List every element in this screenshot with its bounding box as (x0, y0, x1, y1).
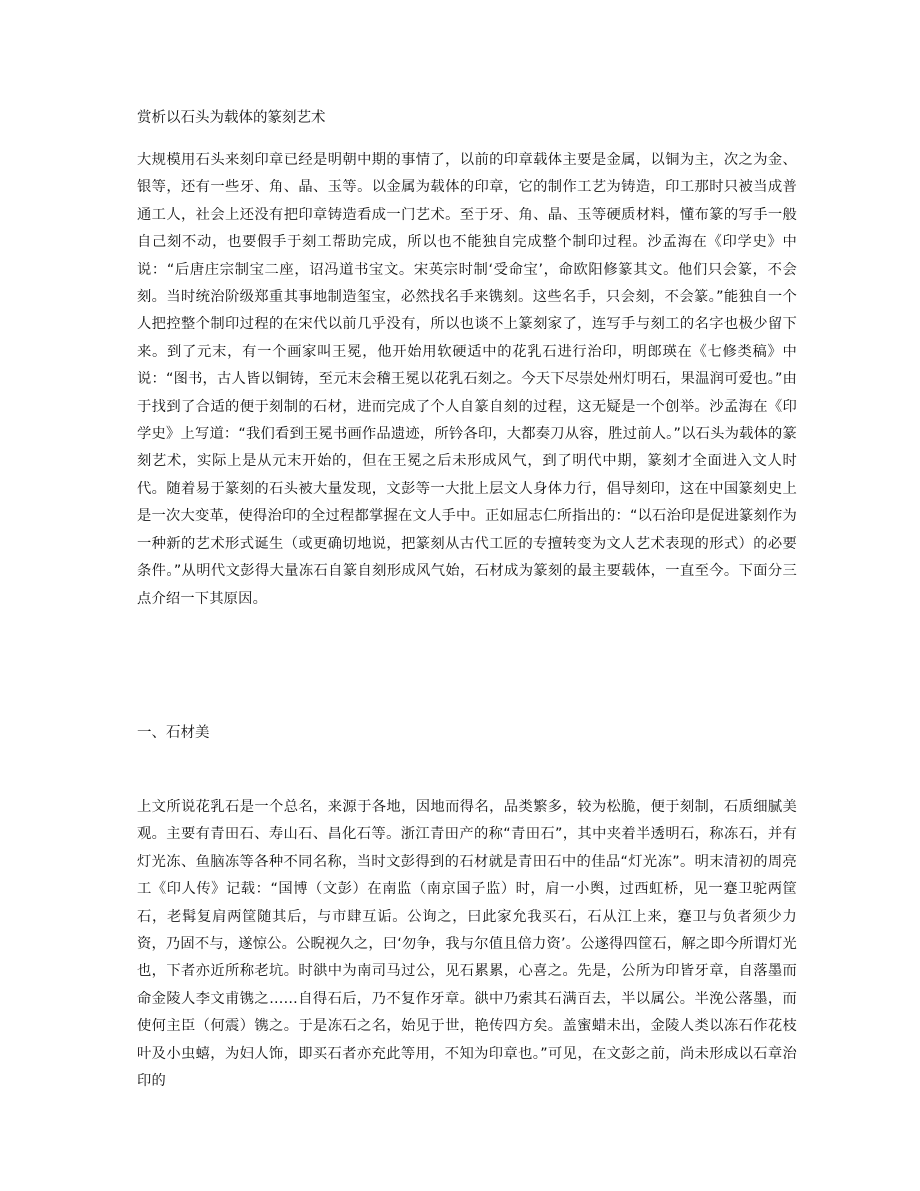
section-paragraph: 上文所说花乳石是一个总名，来源于各地，因地而得名，品类繁多，较为松脆，便于刻制，石质细腻美观。主要有青田石、寿山石、昌化石等。浙江青田产的称“青田石”，其中夹着半透明石，称冻石，并有灯光冻、鱼脑冻等各种不同名称，当时文彭得到的石材就是青田石中的佳品“灯光冻”。明末清初的周亮工《印人传》记载：“国博（文彭）在南监（南京国子监）时，肩一小舆，过西虹桥，见一蹇卫驼两筐石，老髯复肩两筐随其后，与市肆互诟。公询之，曰此家允我买石，石从江上来，蹇卫与负者须少力资，乃固不与，遂惊公。公睨视久之，曰‘勿争，我与尔值且倍力资’。公遂得四筐石，解之即今所谓灯光也，下者亦近所称老坑。时谼中为南司马过公，见石累累，心喜之。先是，公所为印皆牙章，自落墨而命金陵人李文甫镌之……自得石后，乃不复作牙章。谼中乃索其石满百去，半以属公。半浼公落墨，而使何主臣（何震）镌之。于是冻石之名，始见于世，艳传四方矣。盖蜜蜡未出，金陵人类以冻石作花枝叶及小虫蟢，为妇人饰，即买石者亦充此等用，不知为印章也。”可见，在文彭之前，尚未形成以石章治印的 (137, 799, 797, 1090)
section-heading: 一、石材美 (137, 725, 210, 741)
intro-paragraph: 大规模用石头来刻印章已经是明朝中期的事情了，以前的印章载体主要是金属，以铜为主，次之为金、银等，还有一些牙、角、晶、玉等。以金属为载体的印章，它的制作工艺为铸造，印工那时只被当成普通工人，社会上还没有把印章铸造看成一门艺术。至于牙、角、晶、玉等硬质材料，懂布篆的写手一般自己刻不动，也要假手于刻工帮助完成，所以也不能独自完成整个制印过程。沙孟海在《印学史》中说：“后唐庄宗制宝二座，诏冯道书宝文。宋英宗时制‘受命宝’，命欧阳修篆其文。他们只会篆，不会刻。当时统治阶级郑重其事地制造玺宝，必然找名手来镌刻。这些名手，只会刻，不会篆。”能独自一个人把控整个制印过程的在宋代以前几乎没有，所以也谈不上篆刻家了，连写手与刻工的名字也极少留下来。到了元末，有一个画家叫王冕，他开始用软硬适中的花乳石进行治印，明郎瑛在《七修类稿》中说：“图书，古人皆以铜铸，至元末会稽王冕以花乳石刻之。今天下尽崇处州灯明石，果温润可爱也。”由于找到了合适的便于刻制的石材，进而完成了个人自篆自刻的过程，这无疑是一个创举。沙孟海在《印学史》上写道：“我们看到王冕书画作品遗迹，所钤各印，大都奏刀从容，胜过前人。”以石头为载体的篆刻艺术，实际上是从元末开始的，但在王冕之后未形成风气，到了明代中期，篆刻才全面进入文人时代。随着易于篆刻的石头被大量发现，文彭等一大批上层文人身体力行，倡导刻印，这在中国篆刻史上是一次大变革，使得治印的全过程都掌握在文人手中。正如屈志仁所指出的：“以石治印是促进篆刻作为一种新的艺术形式诞生（或更确切地说，把篆刻从古代工匠的专擅转变为文人艺术表现的形式）的必要条件。”从明代文彭得大量冻石自篆自刻形成风气始，石材成为篆刻的最主要载体，一直至今。下面分三点介绍一下其原因。 (137, 152, 797, 607)
document-title: 赏析以石头为载体的篆刻艺术 (137, 110, 326, 126)
